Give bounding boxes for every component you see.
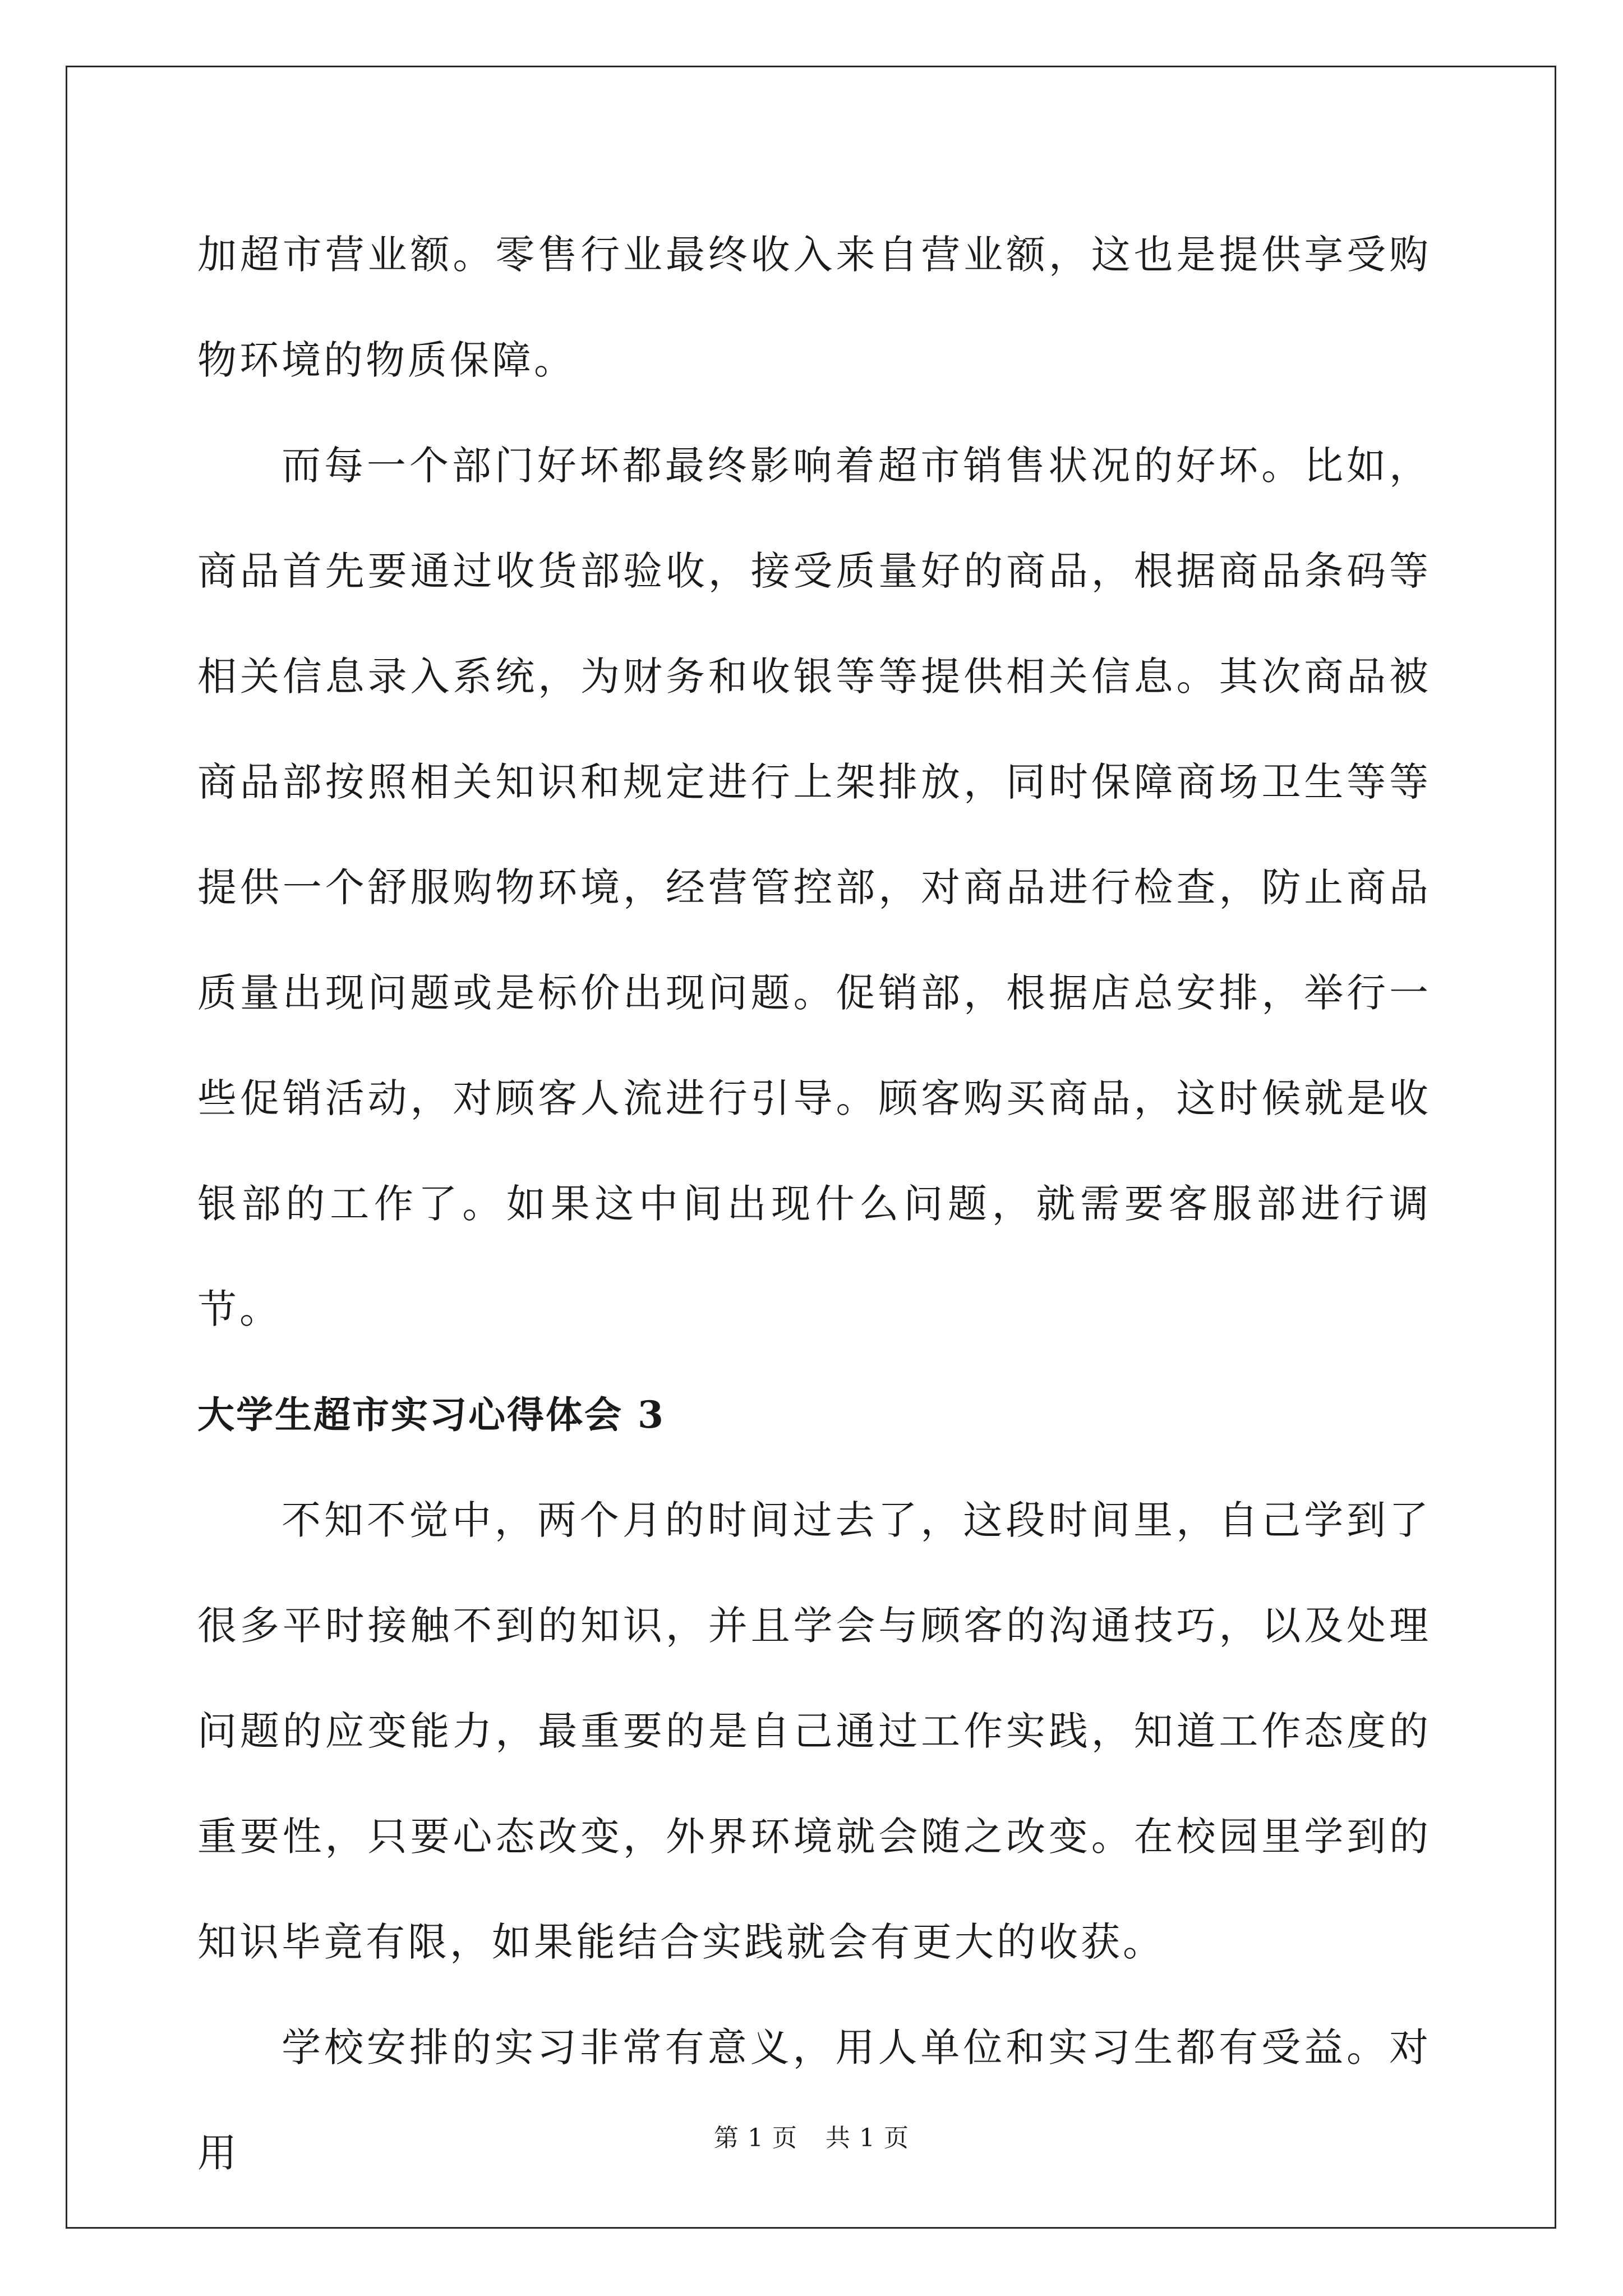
page-total: 共 1 页 xyxy=(826,2124,909,2152)
section-title: 大学生超市实习心得体会 3 xyxy=(197,1393,665,1437)
paragraph-internship-gains: 不知不觉中，两个月的时间过去了，这段时间里，自己学到了很多平时接触不到的知识，并且学会与顾客的沟通技巧，以及处理问题的应变能力，最重要的是自己通过工作实践，知道工作态度的重要性，只要心态改变，外界环境就会随之改变。在校园里学到的知识毕竟有限，如果能结合实践就会有更大的收获。 xyxy=(197,1497,1431,1965)
page-number: 第 1 页 xyxy=(714,2124,797,2152)
document-body xyxy=(197,202,1431,2206)
paragraph-continued: 加超市营业额。零售行业最终收入来自营业额，这也是提供享受购物环境的物质保障。 xyxy=(197,232,1431,383)
paragraph-internship-meaning: 学校安排的实习非常有意义，用人单位和实习生都有受益。对用 xyxy=(197,2024,1431,2176)
page-footer xyxy=(0,2122,1623,2155)
paragraph-departments: 而每一个部门好坏都最终影响着超市销售状况的好坏。比如，商品首先要通过收货部验收，接受质量好的商品，根据商品条码等相关信息录入系统，为财务和收银等等提供相关信息。其次商品被商品部按照相关知识和规定进行上架排放，同时保障商场卫生等等提供一个舒服购物环境，经营管控部，对商品进行检查，防止商品质量出现问题或是标价出现问题。促销部，根据店总安排，举行一些促销活动，对顾客人流进行引导。顾客购买商品，这时候就是收银部的工作了。如果这中间出现什么问题，就需要客服部进行调节。 xyxy=(197,443,1431,1332)
